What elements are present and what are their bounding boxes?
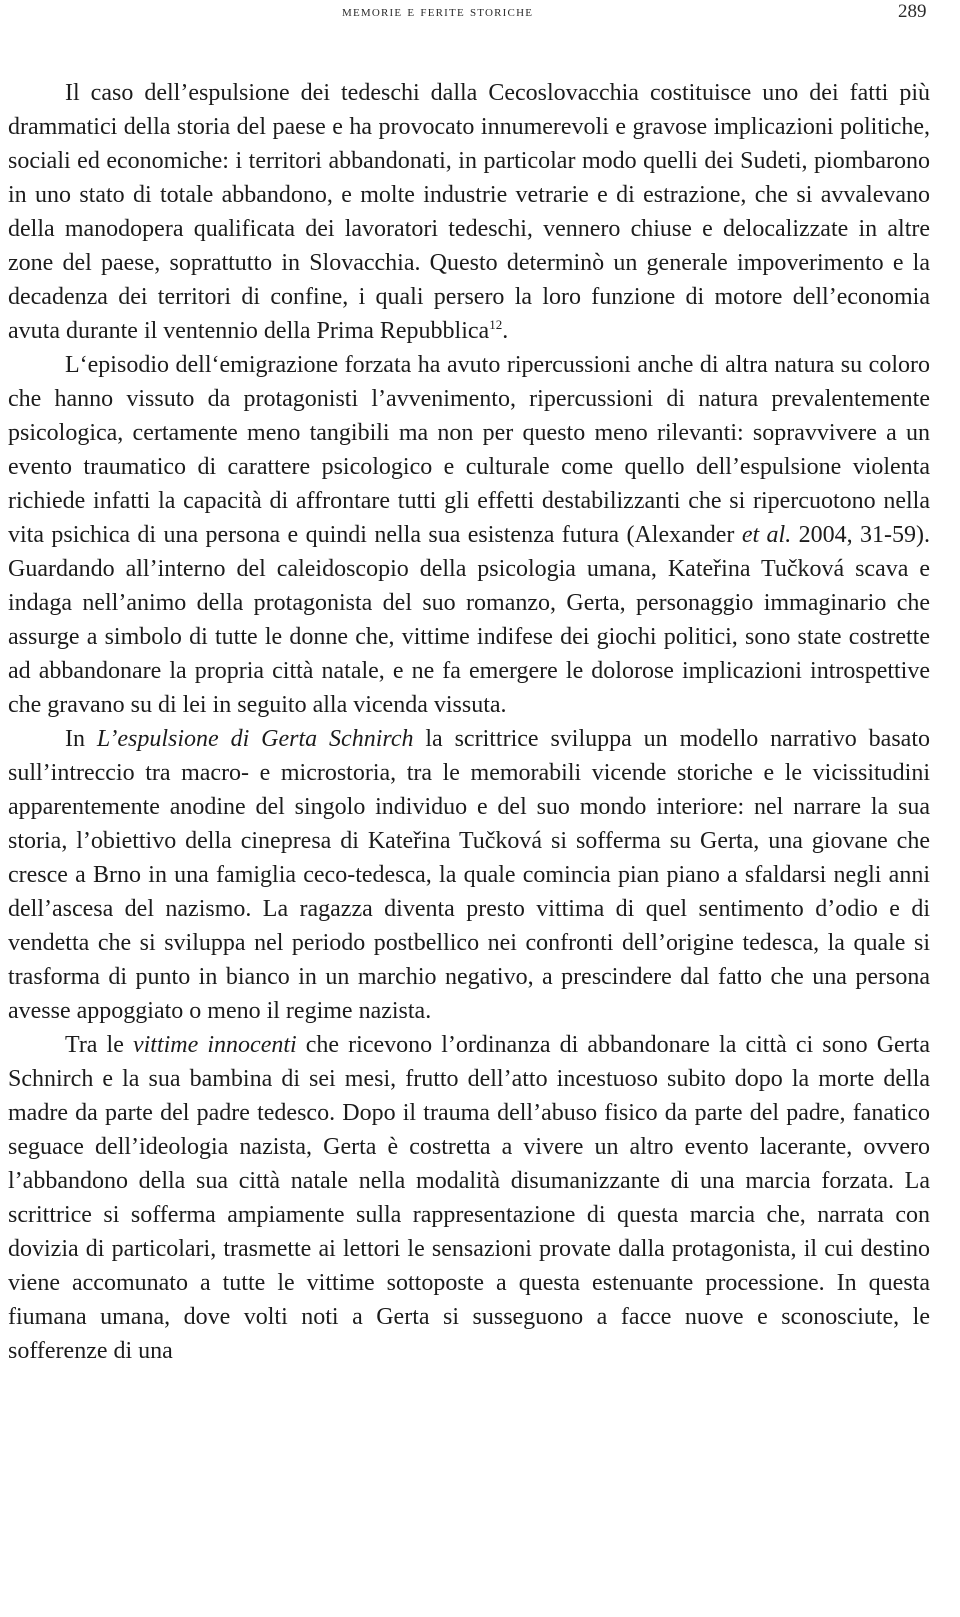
paragraph-text: L‘episodio dell‘emigrazione forzata ha avuto ripercussioni anche di altra natura su coloro che hanno vissuto da protagonisti l’avvenimento, ripercussioni di natura prevalentemente psicologica, certamente meno tangibili ma non per questo meno rilevanti: sopravvivere a un evento traumatico di carattere psicologico e culturale come quello dell’espulsione violenta richiede infatti la capacità di affrontare tutti gli effetti destabilizzanti che si ripercuotono nella vita psichica di una persona e quindi nella sua esistenza futura (Alexander [8,352,930,548]
paragraph-expulsion-consequences [8,76,930,348]
paragraph-text: che ricevono l’ordinanza di abbandonare la città ci sono Gerta Schnirch e la sua bambina di sei mesi, frutto dell’atto incestuoso subito dopo la morte della madre da parte del padre tedesco. Dopo il trauma dell’abuso fisico da parte del padre, fanatico seguace dell’ideologia nazista, Gerta è costretta a vivere un altro evento lacerante, ovvero l’abbandono della sua città natale nella modalità disumanizzante di una marcia forzata. La scrittrice si sofferma ampiamente sulla rappresentazione di questa marcia che, narrata con dovizia di particolari, trasmette ai lettori le sensazioni provate dalla protagonista, il cui destino viene accomunato a tutte le vittime sottoposte a questa estenuante processione. In questa fiumana umana, dove volti noti a Gerta si susseguono a facce nuove e sconosciute, le sofferenze di una [8,1032,931,1364]
footnote-reference: 12 [489,317,503,332]
paragraph-text: . [502,318,509,344]
page-number: 289 [898,1,927,22]
paragraph-text: Il caso dell’espulsione dei tedeschi dalla Cecoslovacchia costituisce uno dei fatti più drammatici della storia del paese e ha provocato innumerevoli e gravose implicazioni politiche, sociali ed economiche: i territori abbandonati, in particolar modo quelli dei Sudeti, piombarono in uno stato di totale abbandono, e molte industrie vetrarie e di estrazione, che si avvalevano della manodopera qualificata dei lavoratori tedeschi, vennero chiuse e delocalizzate in altre zone del paese, soprattutto in Slovacchia. Questo determinò un generale impoverimento e la decadenza dei territori di confine, i quali persero la loro funzione di motore dell’economia avuta durante il ventennio della Prima Repubblica [8,80,930,344]
paragraph-text: Tra le [65,1032,133,1058]
italic-citation: et al. [741,522,792,548]
running-title: memorie e ferite storiche [342,3,534,20]
paragraph-psychological-effects [8,348,930,722]
paragraph-narrative-model [8,722,930,1028]
running-header [0,0,960,30]
italic-book-title: L’espulsione di Gerta Schnirch [96,726,414,752]
paragraph-text: In [65,726,97,752]
paragraph-innocent-victims [8,1028,930,1368]
body-text [8,76,930,1368]
italic-phrase: vittime innocenti [132,1032,297,1058]
paragraph-text: la scrittrice sviluppa un modello narrativo basato sull’intreccio tra macro- e microstoria, tra le memorabili vicende storiche e le vicissitudini apparentemente anodine del singolo individuo e del suo mondo interiore: nel narrare la sua storia, l’obiettivo della cinepresa di Kateřina Tučková si sofferma su Gerta, una giovane che cresce a Brno in una famiglia ceco-tedesca, la quale comincia pian piano a sfaldarsi negli anni dell’ascesa del nazismo. La ragazza diventa presto vittima di quel sentimento d’odio e di vendetta che si sviluppa nel periodo postbellico nei confronti dell’origine tedesca, la quale si trasforma di punto in bianco in un marchio negativo, a prescindere dal fatto che una persona avesse appoggiato o meno il regime nazista. [8,726,930,1024]
paragraph-text: 2004, 31-59). Guardando all’interno del caleidoscopio della psicologia umana, Kateřina Tučková scava e indaga nell’animo della protagonista del suo romanzo, Gerta, personaggio immaginario che assurge a simbolo di tutte le donne che, vittime indifese dei giochi politici, sono state costrette ad abbandonare la propria città natale, e ne fa emergere le dolorose implicazioni introspettive che gravano su di lei in seguito alla vicenda vissuta. [8,522,930,718]
